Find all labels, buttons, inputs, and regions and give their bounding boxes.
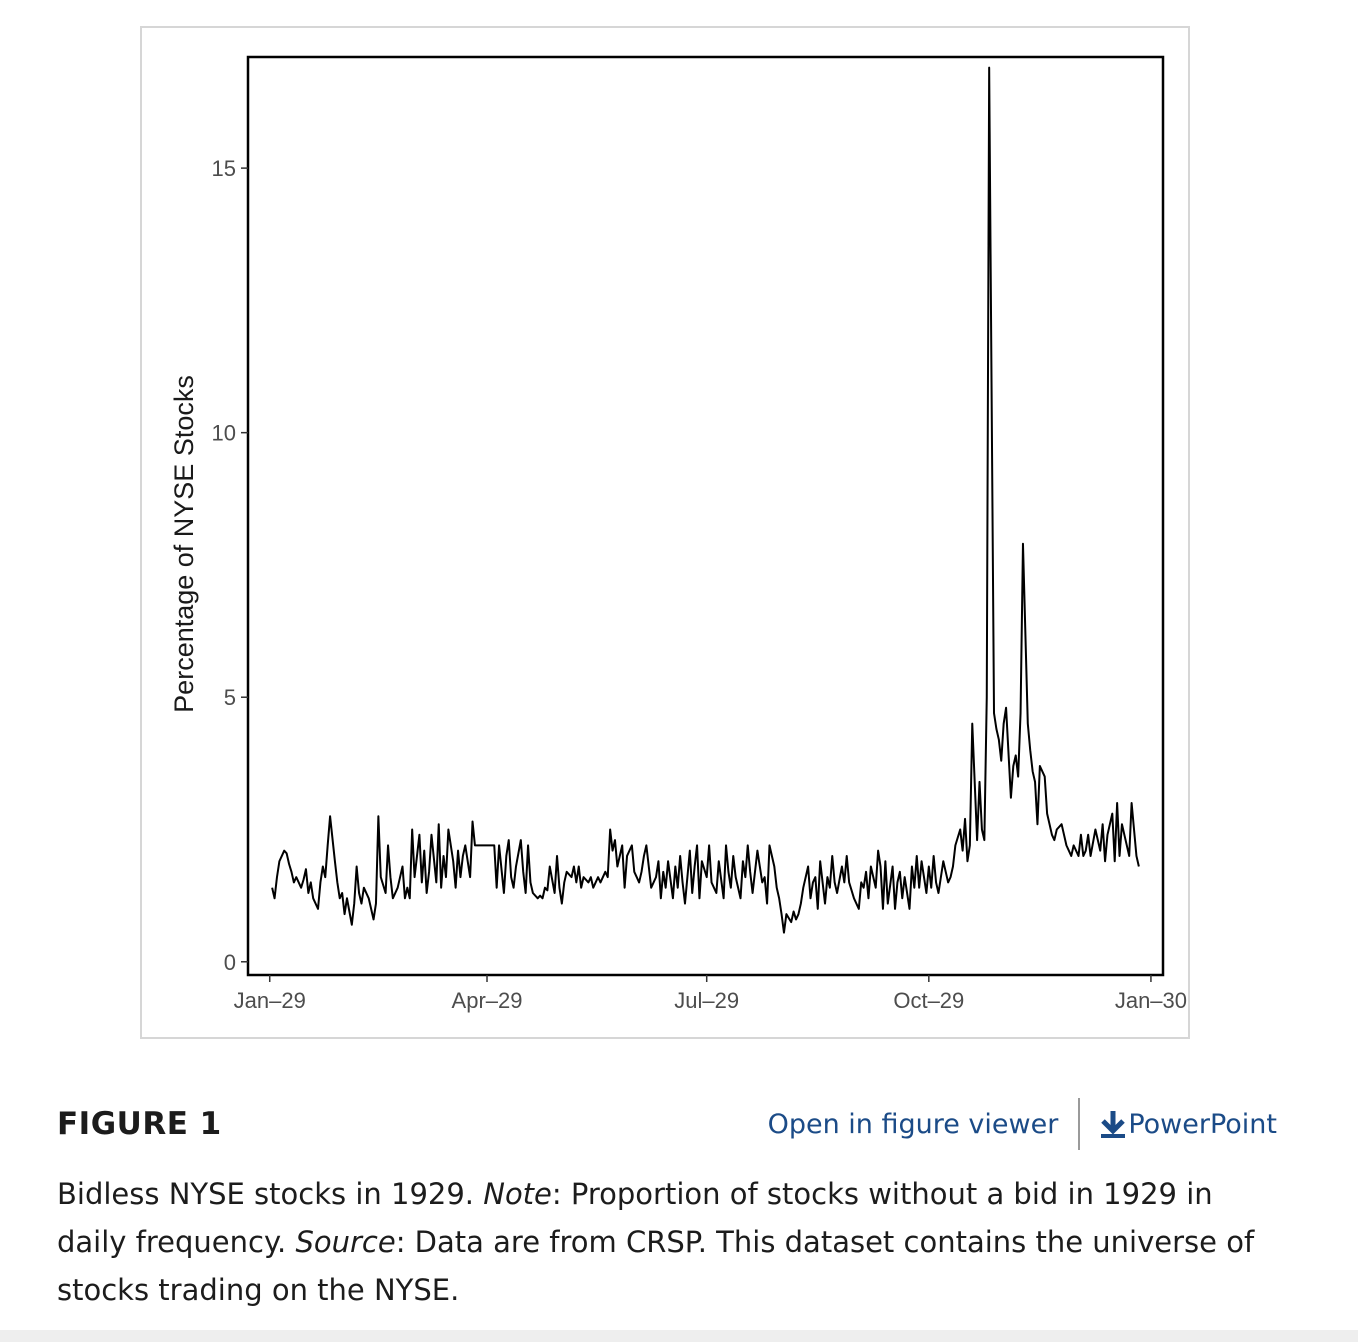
figure-frame [140, 26, 1190, 1039]
caption-note-label: Note [483, 1177, 552, 1211]
figure-label: FIGURE 1 [57, 1106, 222, 1142]
figure-actions [768, 1098, 1277, 1150]
plot-panel [248, 57, 1163, 975]
line-chart [142, 28, 1188, 1037]
caption-note-text: : Proportion of stocks without a bid in 1929 in daily frequency. [57, 1177, 1213, 1259]
x-tick-label: Apr–29 [451, 988, 523, 1013]
x-tick-label: Oct–29 [893, 988, 965, 1013]
powerpoint-label: PowerPoint [1128, 1108, 1277, 1140]
download-icon [1100, 1109, 1126, 1139]
caption-source-label: Source [295, 1225, 396, 1259]
y-tick-label: 0 [223, 949, 236, 975]
x-tick-label: Jan–29 [233, 988, 306, 1013]
powerpoint-download-link[interactable] [1100, 1109, 1277, 1140]
x-axis [234, 975, 1187, 1013]
x-tick-label: Jul–29 [674, 988, 740, 1013]
actions-divider [1078, 1098, 1080, 1150]
y-tick-label: 5 [223, 685, 236, 711]
open-in-figure-viewer-link[interactable]: Open in figure viewer [767, 1108, 1059, 1140]
figure-caption [57, 1170, 1287, 1314]
caption-source-text: : Data are from CRSP. This dataset contains the universe of stocks trading on the NYSE. [57, 1225, 1255, 1307]
y-tick-label: 15 [211, 156, 236, 182]
x-tick-label: Jan–30 [1114, 988, 1188, 1013]
y-tick-label: 10 [211, 420, 236, 446]
y-axis [212, 156, 248, 975]
page-bottom-edge [0, 1330, 1358, 1342]
caption-lead: Bidless NYSE stocks in 1929. [57, 1177, 484, 1211]
y-axis-label: Percentage of NYSE Stocks [169, 375, 199, 713]
